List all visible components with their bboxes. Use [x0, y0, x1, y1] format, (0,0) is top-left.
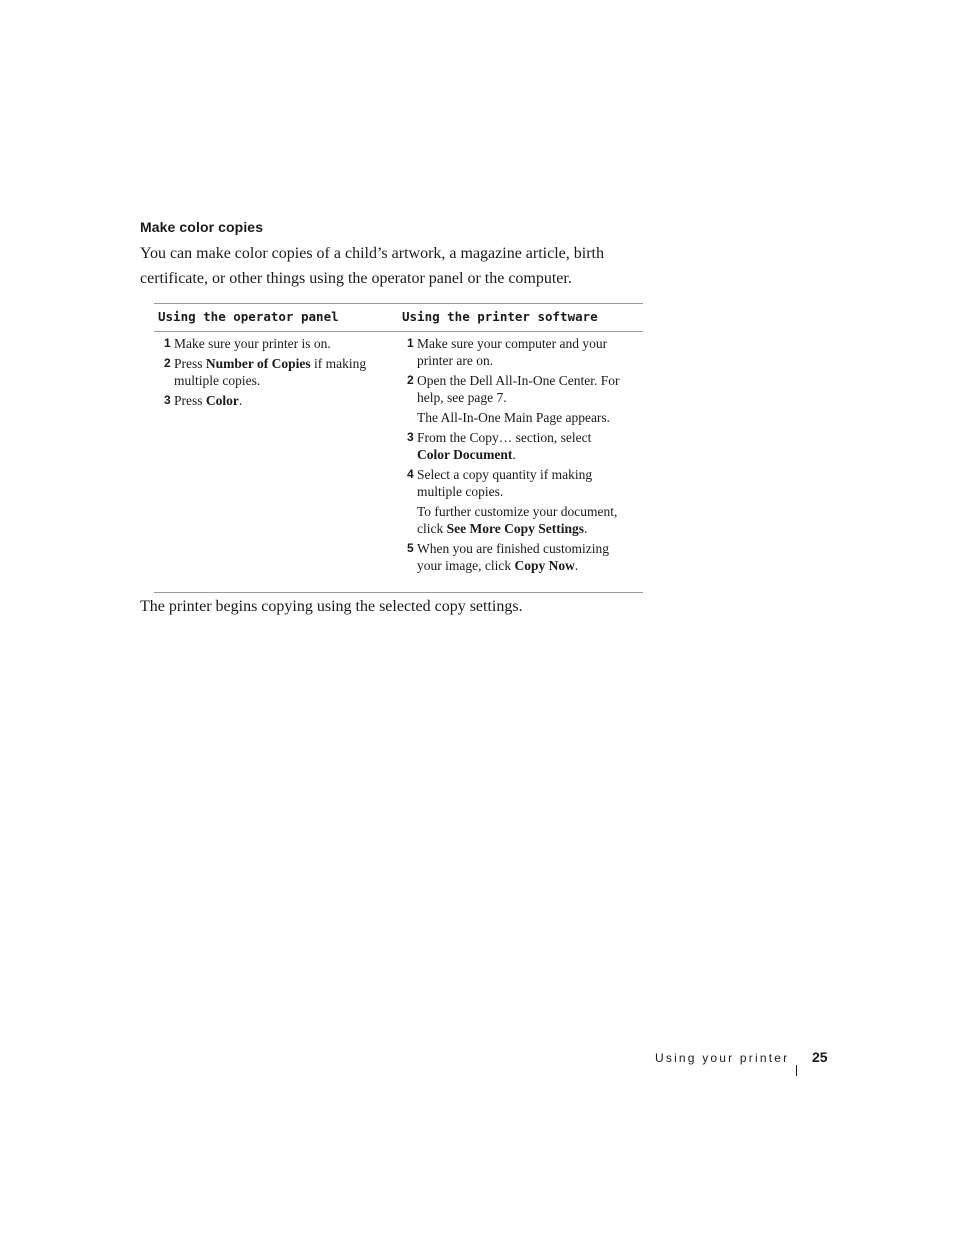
option-name-color-document: Color Document: [417, 447, 513, 462]
list-item: [407, 429, 643, 463]
step-text: help, see page 7.: [417, 390, 507, 405]
step-text: Select a copy quantity if making: [417, 467, 593, 482]
step-text-post: .: [238, 393, 243, 408]
list-item: [164, 335, 396, 352]
button-name-number-of-copies: Number of Copies: [205, 356, 311, 371]
list-item: [164, 392, 396, 409]
step-number: 3: [164, 393, 171, 407]
step-number: 2: [164, 356, 171, 370]
operator-panel-steps: [164, 335, 396, 412]
printer-software-steps: [407, 335, 643, 577]
note-text-pre: click: [417, 521, 447, 536]
step-number: 5: [407, 541, 414, 555]
step-text-pre: Press: [174, 356, 206, 371]
step-number: 3: [407, 430, 414, 444]
step-text-post: .: [574, 558, 579, 573]
note-text: The All-In-One Main Page appears.: [417, 410, 611, 425]
step-note: [407, 503, 643, 537]
step-text: multiple copies.: [417, 484, 504, 499]
table-body-row: [154, 332, 643, 592]
table-bottom-rule: [154, 592, 643, 593]
footer-chapter-label: Using your printer: [655, 1051, 790, 1065]
list-item: [407, 372, 643, 406]
button-name-color: Color: [205, 393, 239, 408]
list-item: [407, 466, 643, 500]
footer-divider: [796, 1065, 797, 1076]
list-item: [407, 540, 643, 574]
table-header-row: [154, 304, 643, 331]
step-text: Make sure your computer and your: [417, 336, 608, 351]
note-text: [417, 520, 643, 537]
step-number: 1: [407, 336, 414, 350]
step-text: [417, 446, 643, 463]
step-text: Make sure your printer is on.: [174, 336, 331, 351]
column-header-operator-panel: Using the operator panel: [158, 309, 339, 324]
step-text-post: if making: [310, 356, 367, 371]
list-item: [407, 335, 643, 369]
step-text: [174, 392, 396, 409]
closing-paragraph: The printer begins copying using the selected copy settings.: [140, 598, 523, 615]
step-text: Open the Dell All-In-One Center. For: [417, 373, 620, 388]
intro-paragraph: [140, 241, 640, 291]
step-text-pre: Press: [174, 393, 206, 408]
intro-line: You can make color copies of a child’s artwork, a magazine article, birth: [140, 245, 604, 262]
step-text: [417, 557, 643, 574]
step-text-pre: your image, click: [417, 558, 515, 573]
step-text: multiple copies.: [174, 373, 261, 388]
intro-line: certificate, or other things using the operator panel or the computer.: [140, 270, 572, 287]
step-text: When you are finished customizing: [417, 541, 609, 556]
option-name-see-more-copy-settings: See More Copy Settings: [446, 521, 584, 536]
step-note: [407, 409, 643, 426]
step-number: 4: [407, 467, 414, 481]
step-number: 1: [164, 336, 171, 350]
list-item: [164, 355, 396, 389]
column-header-printer-software: Using the printer software: [402, 309, 598, 324]
section-heading: Make color copies: [140, 219, 264, 235]
note-text: To further customize your document,: [417, 504, 618, 519]
page-number: 25: [812, 1049, 828, 1065]
step-text-post: .: [512, 447, 516, 462]
button-name-copy-now: Copy Now: [514, 558, 575, 573]
step-text: From the Copy… section, select: [417, 430, 592, 445]
note-text-post: .: [584, 521, 588, 536]
instructions-table: [154, 303, 643, 593]
step-text: [174, 355, 396, 372]
step-number: 2: [407, 373, 414, 387]
step-text: printer are on.: [417, 353, 494, 368]
